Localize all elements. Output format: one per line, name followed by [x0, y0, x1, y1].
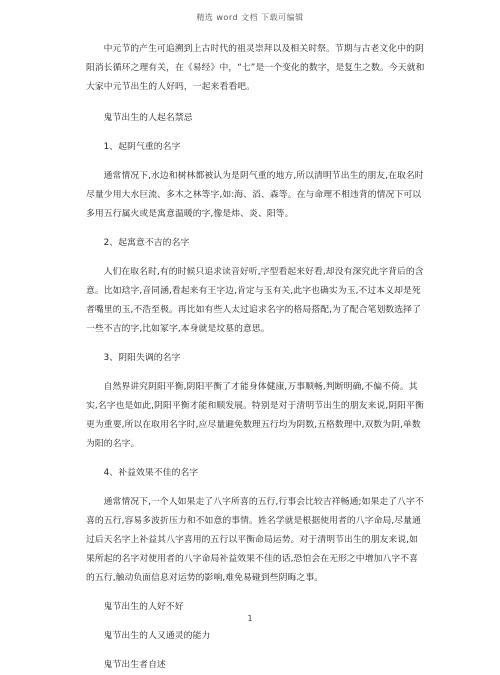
section-title: 鬼节出生的人起名禁忌 — [103, 113, 193, 123]
related-link-1: 鬼节出生的人好不好 — [103, 602, 184, 612]
document-body — [86, 40, 426, 675]
item-text-2: 人们在取名时,有的时候只追求读音好听,字型看起来好看,却没有深究此字背后的含意。比如琀字,音同涵,看起来有王字边,肯定与玉有关,此字也确实为玉,不过本义却是死者嘴里的玉,不浩至极。再比如有些人太过追求名字的格局搭配,为了配合笔划数选择了一些不吉的字,比如冢字,本身就是坟墓的意思。 — [86, 267, 424, 334]
item-text-4: 通常情况下,一个人如果走了八字所喜的五行,行事会比较吉祥畅通;如果走了八字不喜的五行,容易多波折压力和不如意的事情。姓名学就是根据使用者的八字命局,尽量通过后天名字上补益其八字喜用的五行以平衡命局运势。对于清明节出生的朋友来说,如果所起的名字对使用者的八字命局补益效果不佳的话,恐怕会在无形之中增加八字不喜的五行,触动负面信息对运势的影响,难免易碰到些阴晦之事。 — [86, 497, 424, 583]
item-heading-1: 1、起阴气重的名字 — [103, 142, 181, 152]
item-heading-3: 3、阴阳失调的名字 — [103, 353, 181, 363]
item-text-1: 通常情况下,水边和树林都被认为是阴气重的地方,所以清明节出生的朋友,在取名时尽量少用大水巨流、多木之林等字,如:海、滔、森等。在与命理不相违背的情况下可以多用五行属火或是寓意温暖的字,像是炜、炎、阳等。 — [86, 171, 424, 219]
page-number: 1 — [247, 614, 253, 623]
related-link-2: 鬼节出生的人又通灵的能力 — [103, 631, 211, 641]
item-heading-2: 2、起寓意不吉的名字 — [103, 238, 190, 248]
item-text-3: 自然界讲究阴阳平衡,阴阳平衡了才能身体健康,万事顺畅,判断明确,不偏不倚。其实,名字也是如此,阴阳平衡才能和顺发展。特别是对于清明节出生的朋友来说,阴阳平衡更为重要,所以在取用名字时,应尽量避免数理五行均为阴数,五格数理中,双数为阴,单数为阳的名字。 — [86, 382, 424, 449]
item-heading-4: 4、补益效果不佳的名字 — [103, 468, 199, 478]
intro-paragraph: 中元节的产生可追溯到上古时代的祖灵崇拜以及相关时祭。节期与古老文化中的阴阳消长循环之理有关，在《易经》中，“七”是一个变化的数字，是复生之数。今天就和大家中元节出生的人好吗，一起来看看吧。 — [86, 44, 425, 92]
related-link-3: 鬼节出生者自述 — [103, 660, 166, 670]
page-header: 精选 word 文档 下载可编辑 — [196, 13, 304, 22]
